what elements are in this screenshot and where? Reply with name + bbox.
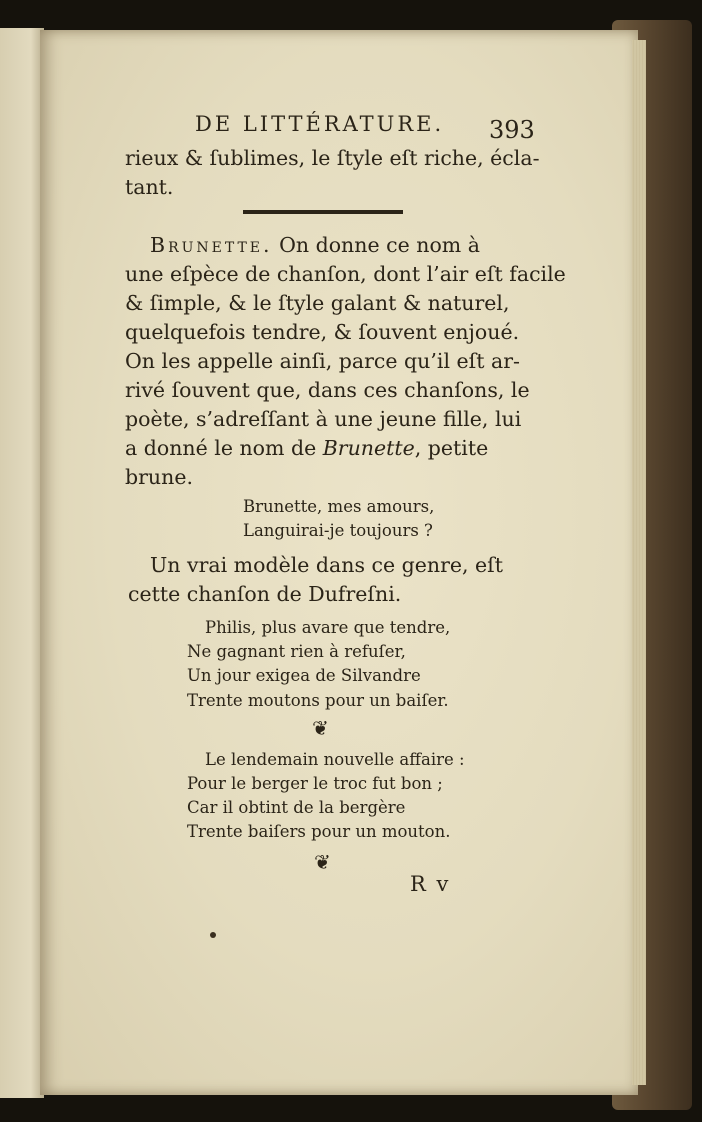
section-rule <box>243 210 403 214</box>
fleuron-ornament: ❦ <box>312 716 329 740</box>
entry-first-line <box>150 231 480 260</box>
stanza-line: Philis, plus avare que tendre, <box>205 618 451 637</box>
fleuron-ornament: ❦ <box>314 850 331 874</box>
body-line: tant. <box>125 175 174 199</box>
italic-name: Brunette <box>322 436 415 460</box>
signature-mark: R v <box>410 872 451 896</box>
entry-line: une eſpèce de chanſon, dont l’air eſt facile <box>125 262 566 286</box>
entry-line-with-name <box>125 434 488 463</box>
stanza-line: Trente moutons pour un baiſer. <box>187 691 449 710</box>
stanza-line: Trente baiſers pour un mouton. <box>187 822 451 841</box>
stanza-line: Un jour exigea de Silvandre <box>187 666 421 685</box>
entry-line-text: a donné le nom de <box>125 436 323 460</box>
stanza-line: Ne gagnant rien à refuſer, <box>187 642 406 661</box>
model-line: Un vrai modèle dans ce genre, eſt <box>150 553 504 577</box>
entry-line: poète, s’adreſſant à une jeune fille, lui <box>125 407 522 431</box>
entry-line: brune. <box>125 465 193 489</box>
facing-page-edge <box>0 28 44 1098</box>
entry-line-text: On donne ce nom à <box>272 233 480 257</box>
page-number: 393 <box>489 116 535 144</box>
stanza-line: Le lendemain nouvelle affaire : <box>205 750 465 769</box>
entry-line: & ſimple, & le ſtyle galant & naturel, <box>125 291 510 315</box>
ink-smudge <box>210 932 216 938</box>
entry-line: On les appelle ainſi, parce qu’il eſt ar- <box>125 349 520 373</box>
entry-line: quelquefois tendre, & ſouvent enjoué. <box>125 320 520 344</box>
stanza-line: Pour le berger le troc fut bon ; <box>187 774 443 793</box>
model-line: cette chanſon de Dufreſni. <box>128 582 402 606</box>
running-head: DE LITTÉRATURE. <box>195 112 445 136</box>
page-block-edge <box>632 40 646 1085</box>
entry-headword: Brunette. <box>150 233 273 257</box>
entry-line-text: , petite <box>414 436 489 460</box>
quote-line: Languirai-je toujours ? <box>243 521 433 540</box>
body-line: rieux & ſublimes, le ſtyle eſt riche, écla- <box>125 146 540 170</box>
entry-line: rivé ſouvent que, dans ces chanſons, le <box>125 378 530 402</box>
quote-line: Brunette, mes amours, <box>243 497 435 516</box>
stanza-line: Car il obtint de la bergère <box>187 798 406 817</box>
